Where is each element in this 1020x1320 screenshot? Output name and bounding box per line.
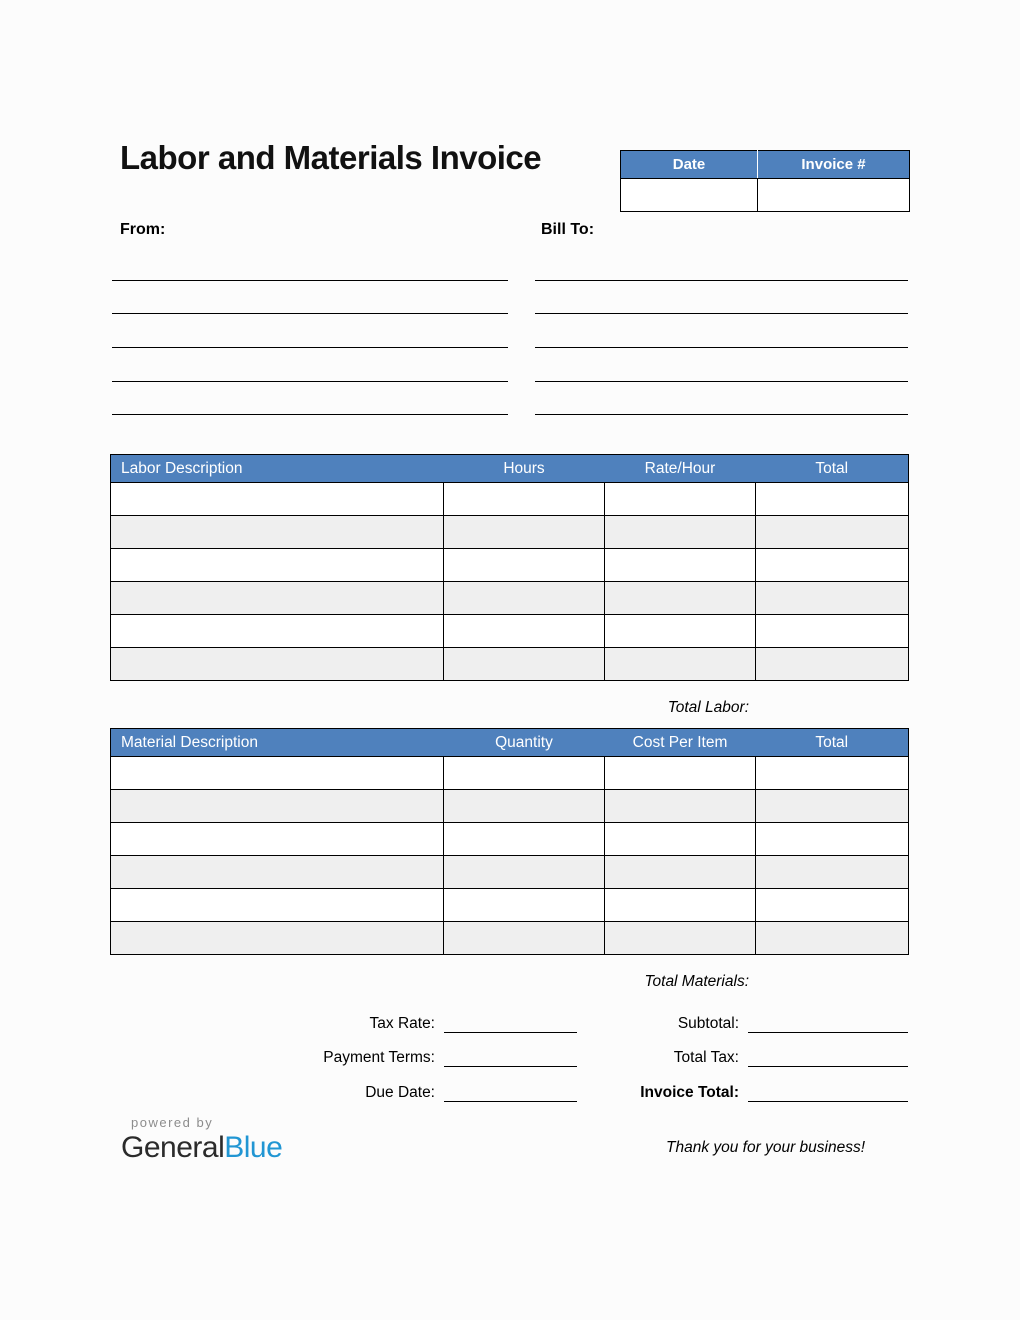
cost-per-item-header: Cost Per Item bbox=[605, 729, 756, 757]
table-row bbox=[111, 615, 909, 648]
due-date-label: Due Date: bbox=[365, 1084, 435, 1101]
labor-header-row bbox=[111, 455, 909, 483]
quantity-header: Quantity bbox=[444, 729, 605, 757]
rate-per-hour-header: Rate/Hour bbox=[605, 455, 756, 483]
labor-cell[interactable] bbox=[444, 648, 605, 681]
table-row bbox=[111, 757, 909, 790]
labor-cell[interactable] bbox=[756, 582, 909, 615]
labor-table bbox=[110, 454, 909, 681]
table-row bbox=[111, 582, 909, 615]
labor-cell[interactable] bbox=[444, 549, 605, 582]
material-cell[interactable] bbox=[756, 757, 909, 790]
labor-cell[interactable] bbox=[605, 483, 756, 516]
material-cell[interactable] bbox=[111, 757, 444, 790]
labor-cell[interactable] bbox=[444, 615, 605, 648]
tax-rate-label: Tax Rate: bbox=[369, 1015, 435, 1032]
bill-to-address-line[interactable] bbox=[535, 314, 908, 348]
hours-header: Hours bbox=[444, 455, 605, 483]
table-row bbox=[111, 483, 909, 516]
materials-total-header: Total bbox=[756, 729, 909, 757]
logo-general-text: General bbox=[121, 1131, 225, 1164]
material-cell[interactable] bbox=[756, 790, 909, 823]
bill-to-address-line[interactable] bbox=[535, 382, 908, 416]
from-address-line[interactable] bbox=[112, 348, 508, 382]
material-cell[interactable] bbox=[444, 823, 605, 856]
labor-total-header: Total bbox=[756, 455, 909, 483]
labor-cell[interactable] bbox=[111, 549, 444, 582]
total-materials-label: Total Materials: bbox=[644, 973, 749, 990]
material-cell[interactable] bbox=[444, 757, 605, 790]
labor-cell[interactable] bbox=[605, 582, 756, 615]
powered-by-text: powered by bbox=[131, 1115, 214, 1130]
payment-terms-row bbox=[110, 1048, 577, 1067]
table-row bbox=[111, 790, 909, 823]
from-address-line[interactable] bbox=[112, 314, 508, 348]
from-address-line[interactable] bbox=[112, 281, 508, 315]
logo-blue-text: Blue bbox=[224, 1131, 283, 1164]
material-cell[interactable] bbox=[111, 856, 444, 889]
table-row bbox=[111, 823, 909, 856]
from-address-lines bbox=[112, 247, 508, 415]
materials-table bbox=[110, 728, 909, 955]
date-value-cell[interactable] bbox=[621, 179, 758, 212]
total-tax-label: Total Tax: bbox=[673, 1049, 739, 1066]
material-cell[interactable] bbox=[605, 856, 756, 889]
labor-cell[interactable] bbox=[756, 648, 909, 681]
meta-value-row bbox=[621, 179, 910, 212]
total-tax-field[interactable] bbox=[748, 1048, 908, 1067]
invoice-total-field[interactable] bbox=[748, 1083, 908, 1102]
labor-cell[interactable] bbox=[111, 648, 444, 681]
material-cell[interactable] bbox=[111, 922, 444, 955]
subtotal-label: Subtotal: bbox=[677, 1015, 739, 1032]
material-cell[interactable] bbox=[605, 922, 756, 955]
material-cell[interactable] bbox=[756, 922, 909, 955]
material-cell[interactable] bbox=[444, 922, 605, 955]
labor-cell[interactable] bbox=[111, 483, 444, 516]
labor-cell[interactable] bbox=[756, 549, 909, 582]
meta-header-row bbox=[621, 151, 910, 179]
material-cell[interactable] bbox=[605, 790, 756, 823]
labor-cell[interactable] bbox=[605, 549, 756, 582]
due-date-row bbox=[110, 1083, 577, 1102]
bill-to-address-line[interactable] bbox=[535, 281, 908, 315]
material-cell[interactable] bbox=[444, 889, 605, 922]
labor-cell[interactable] bbox=[605, 615, 756, 648]
invoice-number-value-cell[interactable] bbox=[758, 179, 910, 212]
labor-cell[interactable] bbox=[605, 516, 756, 549]
labor-cell[interactable] bbox=[756, 516, 909, 549]
labor-cell[interactable] bbox=[756, 615, 909, 648]
labor-cell[interactable] bbox=[756, 483, 909, 516]
labor-cell[interactable] bbox=[444, 483, 605, 516]
table-row bbox=[111, 648, 909, 681]
material-cell[interactable] bbox=[605, 823, 756, 856]
table-row bbox=[111, 856, 909, 889]
page-title: Labor and Materials Invoice bbox=[120, 139, 542, 176]
material-cell[interactable] bbox=[111, 823, 444, 856]
labor-cell[interactable] bbox=[111, 582, 444, 615]
tax-rate-row bbox=[110, 1014, 577, 1033]
bill-to-address-line[interactable] bbox=[535, 348, 908, 382]
table-row bbox=[111, 922, 909, 955]
material-cell[interactable] bbox=[756, 823, 909, 856]
labor-cell[interactable] bbox=[444, 582, 605, 615]
from-address-line[interactable] bbox=[112, 247, 508, 281]
general-blue-logo bbox=[121, 1131, 282, 1165]
material-cell[interactable] bbox=[756, 889, 909, 922]
invoice-total-row bbox=[530, 1083, 908, 1102]
material-cell[interactable] bbox=[444, 790, 605, 823]
material-cell[interactable] bbox=[111, 790, 444, 823]
material-cell[interactable] bbox=[756, 856, 909, 889]
material-cell[interactable] bbox=[605, 889, 756, 922]
total-labor-label: Total Labor: bbox=[667, 699, 749, 716]
date-header: Date bbox=[621, 151, 758, 179]
from-address-line[interactable] bbox=[112, 382, 508, 416]
date-invoice-table bbox=[620, 150, 910, 212]
subtotal-row bbox=[530, 1014, 908, 1033]
bill-to-label: Bill To: bbox=[541, 221, 595, 238]
invoice-total-label: Invoice Total: bbox=[640, 1084, 739, 1101]
labor-cell[interactable] bbox=[111, 516, 444, 549]
material-cell[interactable] bbox=[444, 856, 605, 889]
thank-you-message: Thank you for your business! bbox=[666, 1139, 866, 1156]
bill-to-address-line[interactable] bbox=[535, 247, 908, 281]
material-cell[interactable] bbox=[111, 889, 444, 922]
bill-to-address-lines bbox=[535, 247, 908, 415]
labor-table-body bbox=[111, 483, 909, 681]
subtotal-field[interactable] bbox=[748, 1014, 908, 1033]
total-tax-row bbox=[530, 1048, 908, 1067]
materials-table-body bbox=[111, 757, 909, 955]
table-row bbox=[111, 516, 909, 549]
labor-cell[interactable] bbox=[605, 648, 756, 681]
labor-description-header: Labor Description bbox=[111, 455, 444, 483]
payment-terms-label: Payment Terms: bbox=[323, 1049, 435, 1066]
from-label: From: bbox=[120, 221, 166, 238]
materials-header-row bbox=[111, 729, 909, 757]
table-row bbox=[111, 889, 909, 922]
table-row bbox=[111, 549, 909, 582]
material-cell[interactable] bbox=[605, 757, 756, 790]
material-description-header: Material Description bbox=[111, 729, 444, 757]
invoice-number-header: Invoice # bbox=[758, 151, 910, 179]
labor-cell[interactable] bbox=[444, 516, 605, 549]
labor-cell[interactable] bbox=[111, 615, 444, 648]
